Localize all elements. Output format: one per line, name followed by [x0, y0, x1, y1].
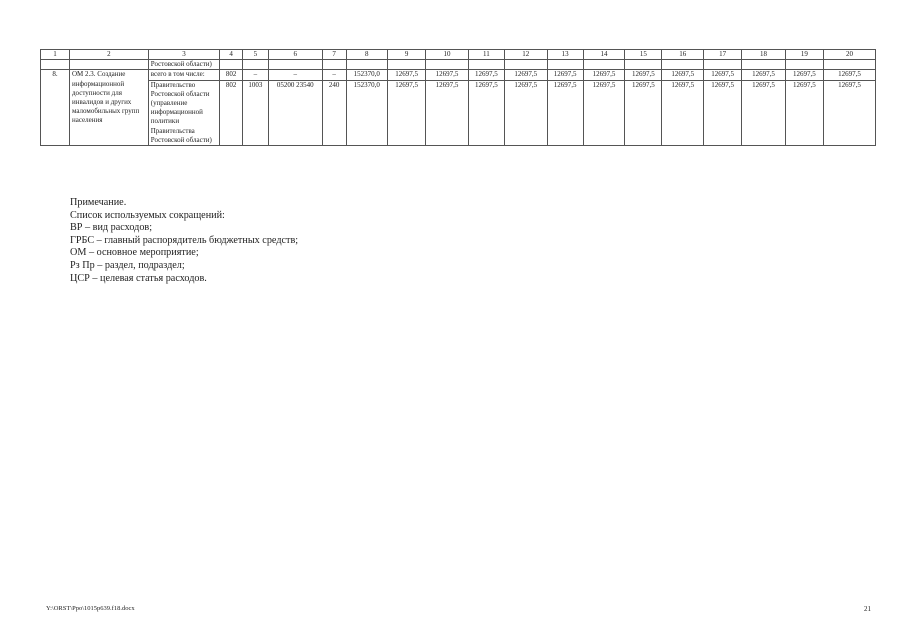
column-number-cell: 7: [322, 50, 346, 60]
column-number-cell: 2: [70, 50, 149, 60]
column-number-cell: 18: [742, 50, 786, 60]
value-cell: 12697,5: [703, 70, 741, 80]
executor-cell: всего в том числе:: [148, 70, 219, 80]
column-number-cell: 1: [41, 50, 70, 60]
notes-title: Примечание.: [70, 197, 127, 208]
column-number-cell: 12: [505, 50, 547, 60]
rz-pr-cell: –: [242, 70, 268, 80]
abbreviation-line: ЦСР – целевая статья расходов.: [70, 272, 207, 284]
notes-block: [70, 197, 298, 285]
value-cell: 12697,5: [547, 80, 583, 145]
value-cell: 12697,5: [703, 80, 741, 145]
column-number-cell: 17: [703, 50, 741, 60]
csr-cell: 05200 23540: [268, 80, 322, 145]
column-number-cell: 16: [662, 50, 703, 60]
abbreviation-line: ГРБС – главный распорядитель бюджетных средств;: [70, 234, 299, 246]
value-cell: 12697,5: [625, 80, 662, 145]
value-cell: 12697,5: [468, 80, 504, 145]
abbreviation-line: ВР – вид расходов;: [70, 222, 153, 234]
value-cell: 12697,5: [387, 70, 425, 80]
column-number-cell: 11: [468, 50, 504, 60]
csr-cell: –: [268, 70, 322, 80]
table-row-total: [41, 70, 876, 80]
column-number-cell: 8: [346, 50, 387, 60]
column-number-cell: 19: [785, 50, 823, 60]
value-cell: 152370,0: [346, 80, 387, 145]
executor-cell: Правительство Ростовской области (управление информационной политики Правительства Ростовской области): [148, 80, 219, 145]
column-number-cell: 14: [583, 50, 624, 60]
column-number-cell: 5: [242, 50, 268, 60]
column-number-cell: 4: [220, 50, 243, 60]
column-number-cell: 10: [426, 50, 468, 60]
column-number-cell: 15: [625, 50, 662, 60]
abbreviation-line: Список используемых сокращений:: [70, 209, 225, 221]
row-number-cell: 8.: [41, 70, 70, 146]
column-number-cell: 13: [547, 50, 583, 60]
carry-over-row: [41, 60, 876, 70]
abbreviation-line: Рз Пр – раздел, подраздел;: [70, 259, 185, 271]
value-cell: 12697,5: [387, 80, 425, 145]
value-cell: 12697,5: [785, 80, 823, 145]
value-cell: 12697,5: [426, 80, 468, 145]
value-cell: 152370,0: [346, 70, 387, 80]
value-cell: 12697,5: [742, 80, 786, 145]
abbreviation-line: ОМ – основное мероприятие;: [70, 247, 199, 259]
value-cell: 12697,5: [742, 70, 786, 80]
carry-over-cell: Ростовской области): [148, 60, 219, 70]
value-cell: 12697,5: [505, 80, 547, 145]
value-cell: 12697,5: [662, 70, 703, 80]
value-cell: 12697,5: [505, 70, 547, 80]
grbs-cell: 802: [220, 80, 243, 145]
value-cell: 12697,5: [468, 70, 504, 80]
value-cell: 12697,5: [583, 80, 624, 145]
value-cell: 12697,5: [583, 70, 624, 80]
page-number: 21: [864, 605, 871, 613]
measure-name-cell: ОМ 2.3. Создание информационной доступности для инвалидов и других маломобильных групп населения: [70, 70, 149, 146]
rz-pr-cell: 1003: [242, 80, 268, 145]
grbs-cell: 802: [220, 70, 243, 80]
column-number-row: [41, 50, 876, 60]
value-cell: 12697,5: [426, 70, 468, 80]
value-cell: 12697,5: [785, 70, 823, 80]
column-number-cell: 3: [148, 50, 219, 60]
table-row-executor: [41, 80, 876, 145]
document-path: Y:\ORST\Ppo\1015p639.f18.docx: [46, 605, 135, 612]
column-number-cell: 9: [387, 50, 425, 60]
value-cell: 12697,5: [625, 70, 662, 80]
value-cell: 12697,5: [824, 70, 876, 80]
value-cell: 12697,5: [547, 70, 583, 80]
column-number-cell: 20: [824, 50, 876, 60]
budget-table: [40, 49, 876, 146]
value-cell: 12697,5: [662, 80, 703, 145]
value-cell: 12697,5: [824, 80, 876, 145]
vr-cell: –: [322, 70, 346, 80]
vr-cell: 240: [322, 80, 346, 145]
column-number-cell: 6: [268, 50, 322, 60]
